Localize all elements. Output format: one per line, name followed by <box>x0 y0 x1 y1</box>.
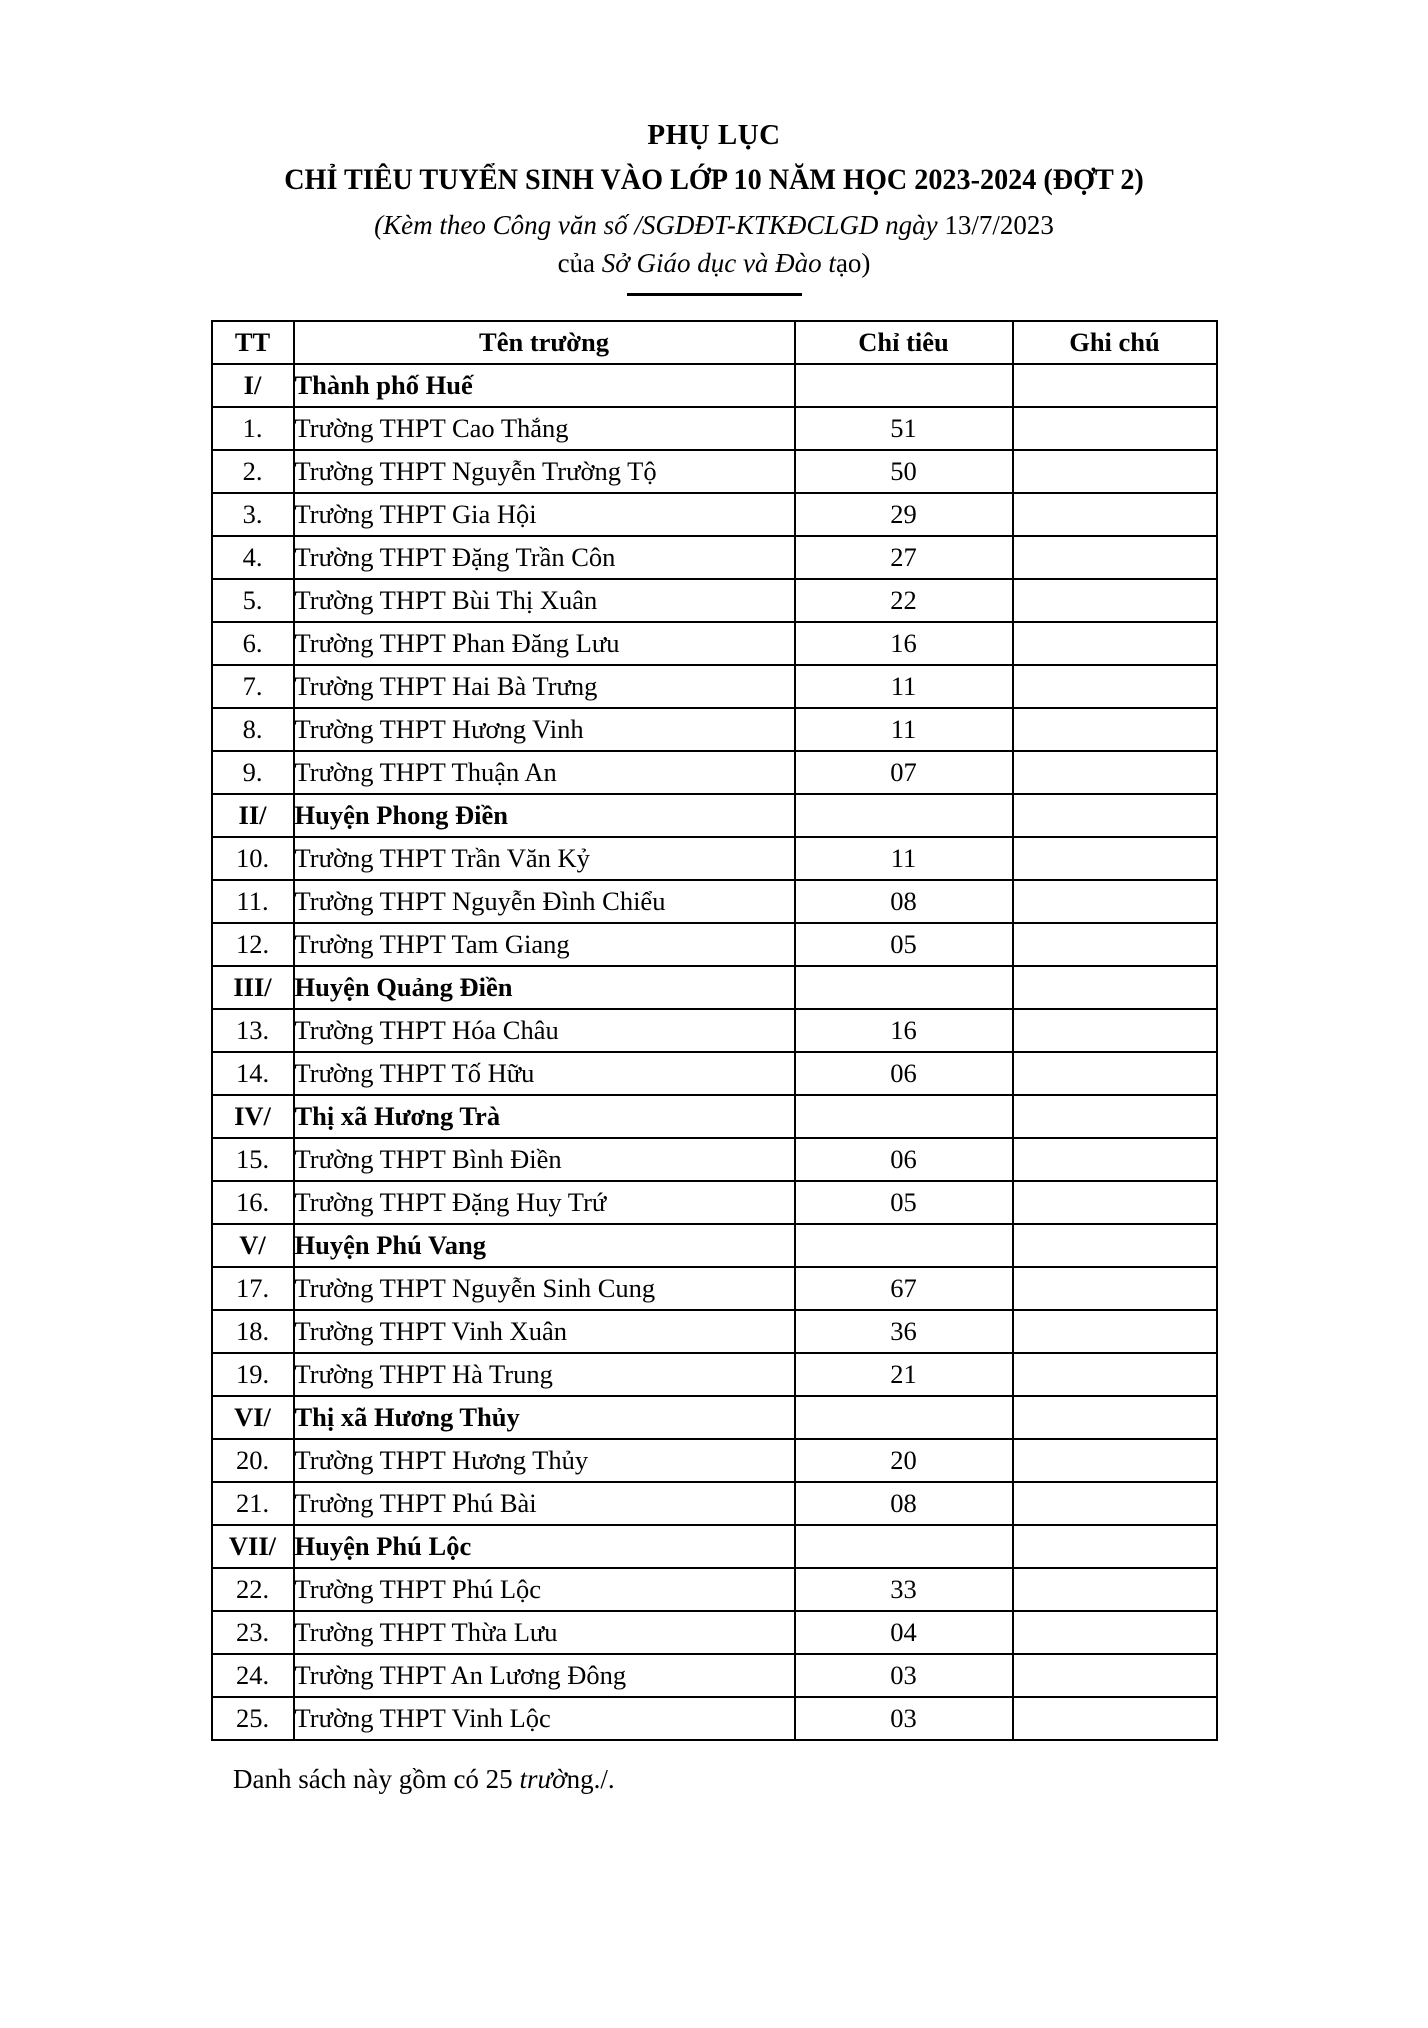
table-header-row <box>212 321 1217 364</box>
cell-note <box>1013 450 1217 493</box>
cell-quota: 51 <box>795 407 1013 450</box>
cell-quota <box>795 364 1013 407</box>
cell-name: Trường THPT Hai Bà Trưng <box>294 665 795 708</box>
table-row <box>212 1439 1217 1482</box>
cell-quota: 33 <box>795 1568 1013 1611</box>
cell-note <box>1013 837 1217 880</box>
footer-text-suffix: ng./. <box>566 1764 615 1795</box>
cell-name: Trường THPT Nguyễn Sinh Cung <box>294 1267 795 1310</box>
cell-name: Trường THPT Hương Thủy <box>294 1439 795 1482</box>
cell-quota: 50 <box>795 450 1013 493</box>
cell-note <box>1013 1310 1217 1353</box>
cell-note <box>1013 1439 1217 1482</box>
cell-tt: 21. <box>212 1482 294 1525</box>
table-row <box>212 579 1217 622</box>
column-header-tt: TT <box>212 321 294 364</box>
cell-quota: 03 <box>795 1697 1013 1740</box>
table-row <box>212 1482 1217 1525</box>
table-row <box>212 837 1217 880</box>
cell-note <box>1013 708 1217 751</box>
cell-name: Trường THPT Đặng Huy Trứ <box>294 1181 795 1224</box>
cell-note <box>1013 1267 1217 1310</box>
table-body <box>212 364 1217 1740</box>
cell-quota: 29 <box>795 493 1013 536</box>
cell-tt: 4. <box>212 536 294 579</box>
cell-note <box>1013 880 1217 923</box>
cell-tt: 13. <box>212 1009 294 1052</box>
cell-tt: 10. <box>212 837 294 880</box>
reference-date: 13/7/2023 <box>944 210 1054 241</box>
table-section-row <box>212 1224 1217 1267</box>
issuing-authority-line <box>0 246 1428 296</box>
cell-name: Trường THPT Vinh Lộc <box>294 1697 795 1740</box>
cell-note <box>1013 579 1217 622</box>
cell-note <box>1013 536 1217 579</box>
cell-name: Trường THPT Bình Điền <box>294 1138 795 1181</box>
cell-name: Thị xã Hương Thủy <box>294 1396 795 1439</box>
cell-quota: 07 <box>795 751 1013 794</box>
table-row <box>212 1353 1217 1396</box>
cell-name: Trường THPT Phú Lộc <box>294 1568 795 1611</box>
cell-name: Huyện Phú Lộc <box>294 1525 795 1568</box>
document-kicker: PHỤ LỤC <box>647 119 781 151</box>
cell-quota: 67 <box>795 1267 1013 1310</box>
table-row <box>212 536 1217 579</box>
cell-name: Trường THPT Hóa Châu <box>294 1009 795 1052</box>
cell-name: Trường THPT Phú Bài <box>294 1482 795 1525</box>
footer-text-italic: trườ <box>519 1764 567 1795</box>
cell-name: Trường THPT Phan Đăng Lưu <box>294 622 795 665</box>
column-header-note: Ghi chú <box>1013 321 1217 364</box>
cell-name: Trường THPT Nguyễn Trường Tộ <box>294 450 795 493</box>
table-row <box>212 1310 1217 1353</box>
cell-note <box>1013 665 1217 708</box>
cell-note <box>1013 1052 1217 1095</box>
cell-note <box>1013 1568 1217 1611</box>
enrollment-quota-table <box>211 320 1218 1741</box>
cell-name: Huyện Phong Điền <box>294 794 795 837</box>
cell-tt: II/ <box>212 794 294 837</box>
cell-note <box>1013 751 1217 794</box>
table-row <box>212 1611 1217 1654</box>
table-section-row <box>212 1095 1217 1138</box>
table-section-row <box>212 364 1217 407</box>
cell-note <box>1013 1697 1217 1740</box>
cell-tt: 1. <box>212 407 294 450</box>
issuing-authority-text <box>558 246 871 284</box>
cell-tt: 18. <box>212 1310 294 1353</box>
cell-quota <box>795 1095 1013 1138</box>
table-row <box>212 923 1217 966</box>
cell-note <box>1013 1009 1217 1052</box>
table-row <box>212 407 1217 450</box>
cell-tt: 5. <box>212 579 294 622</box>
cell-tt: 14. <box>212 1052 294 1095</box>
page-title: CHỈ TIÊU TUYỂN SINH VÀO LỚP 10 NĂM HỌC 2023-2024 (ĐỢT 2) <box>284 164 1144 197</box>
table-row <box>212 1267 1217 1310</box>
cell-quota <box>795 1224 1013 1267</box>
cell-name: Trường THPT Tố Hữu <box>294 1052 795 1095</box>
header-divider-rule <box>627 293 802 296</box>
cell-quota: 27 <box>795 536 1013 579</box>
cell-name: Trường THPT Hương Vinh <box>294 708 795 751</box>
cell-name: Trường THPT An Lương Đông <box>294 1654 795 1697</box>
cell-note <box>1013 1654 1217 1697</box>
cell-tt: 23. <box>212 1611 294 1654</box>
column-header-name: Tên trường <box>294 321 795 364</box>
cell-name: Thành phố Huế <box>294 364 795 407</box>
cell-quota: 11 <box>795 665 1013 708</box>
cell-tt: IV/ <box>212 1095 294 1138</box>
issuing-authority-prefix: của <box>557 248 602 279</box>
cell-quota: 08 <box>795 880 1013 923</box>
cell-tt: 25. <box>212 1697 294 1740</box>
cell-tt: 24. <box>212 1654 294 1697</box>
cell-note <box>1013 407 1217 450</box>
cell-tt: 22. <box>212 1568 294 1611</box>
cell-note <box>1013 1353 1217 1396</box>
cell-name: Trường THPT Cao Thắng <box>294 407 795 450</box>
table-row <box>212 1654 1217 1697</box>
cell-note <box>1013 1224 1217 1267</box>
document-header <box>0 0 1428 296</box>
table-row <box>212 708 1217 751</box>
cell-tt: 8. <box>212 708 294 751</box>
cell-name: Trường THPT Trần Văn Kỷ <box>294 837 795 880</box>
cell-note <box>1013 364 1217 407</box>
cell-tt: 15. <box>212 1138 294 1181</box>
table-row <box>212 1009 1217 1052</box>
cell-quota: 11 <box>795 837 1013 880</box>
table-row <box>212 450 1217 493</box>
cell-note <box>1013 1482 1217 1525</box>
cell-quota <box>795 1525 1013 1568</box>
reference-italic-text: (Kèm theo Công văn số /SGDĐT-KTKĐCLGD ngày <box>374 210 938 241</box>
cell-name: Trường THPT Hà Trung <box>294 1353 795 1396</box>
table-row <box>212 751 1217 794</box>
cell-quota: 22 <box>795 579 1013 622</box>
cell-name: Trường THPT Bùi Thị Xuân <box>294 579 795 622</box>
cell-quota: 06 <box>795 1138 1013 1181</box>
cell-name: Trường THPT Thuận An <box>294 751 795 794</box>
cell-tt: 20. <box>212 1439 294 1482</box>
cell-tt: 6. <box>212 622 294 665</box>
cell-quota <box>795 966 1013 1009</box>
cell-tt: 12. <box>212 923 294 966</box>
table-row <box>212 880 1217 923</box>
table-row <box>212 1697 1217 1740</box>
cell-name: Trường THPT Gia Hội <box>294 493 795 536</box>
table-section-row <box>212 794 1217 837</box>
cell-note <box>1013 1611 1217 1654</box>
cell-quota: 05 <box>795 1181 1013 1224</box>
cell-quota: 04 <box>795 1611 1013 1654</box>
cell-quota: 08 <box>795 1482 1013 1525</box>
cell-quota: 21 <box>795 1353 1013 1396</box>
cell-quota <box>795 794 1013 837</box>
table-row <box>212 1568 1217 1611</box>
cell-note <box>1013 1181 1217 1224</box>
cell-tt: VI/ <box>212 1396 294 1439</box>
cell-quota: 36 <box>795 1310 1013 1353</box>
cell-tt: 17. <box>212 1267 294 1310</box>
table-header <box>212 321 1217 364</box>
document-footer-note <box>0 1762 1428 1797</box>
cell-name: Trường THPT Vinh Xuân <box>294 1310 795 1353</box>
cell-quota: 03 <box>795 1654 1013 1697</box>
cell-name: Trường THPT Nguyễn Đình Chiểu <box>294 880 795 923</box>
cell-quota <box>795 1396 1013 1439</box>
table-row <box>212 493 1217 536</box>
cell-quota: 11 <box>795 708 1013 751</box>
cell-name: Huyện Phú Vang <box>294 1224 795 1267</box>
cell-quota: 06 <box>795 1052 1013 1095</box>
cell-note <box>1013 1525 1217 1568</box>
cell-tt: 7. <box>212 665 294 708</box>
cell-tt: V/ <box>212 1224 294 1267</box>
footer-text-prefix: Danh sách này gồm có 25 <box>233 1764 520 1795</box>
cell-name: Trường THPT Thừa Lưu <box>294 1611 795 1654</box>
cell-note <box>1013 923 1217 966</box>
cell-name: Thị xã Hương Trà <box>294 1095 795 1138</box>
table-section-row <box>212 966 1217 1009</box>
cell-note <box>1013 966 1217 1009</box>
cell-name: Trường THPT Tam Giang <box>294 923 795 966</box>
table-section-row <box>212 1396 1217 1439</box>
cell-quota: 16 <box>795 1009 1013 1052</box>
table-row <box>212 622 1217 665</box>
document-reference-line <box>0 208 1428 243</box>
cell-name: Trường THPT Đặng Trần Côn <box>294 536 795 579</box>
cell-note <box>1013 1138 1217 1181</box>
cell-tt: I/ <box>212 364 294 407</box>
cell-tt: 2. <box>212 450 294 493</box>
cell-tt: 9. <box>212 751 294 794</box>
cell-tt: 16. <box>212 1181 294 1224</box>
cell-quota: 16 <box>795 622 1013 665</box>
table-row <box>212 665 1217 708</box>
cell-name: Huyện Quảng Điền <box>294 966 795 1009</box>
cell-tt: 3. <box>212 493 294 536</box>
cell-note <box>1013 622 1217 665</box>
table-row <box>212 1138 1217 1181</box>
cell-tt: III/ <box>212 966 294 1009</box>
cell-quota: 20 <box>795 1439 1013 1482</box>
cell-note <box>1013 493 1217 536</box>
table-section-row <box>212 1525 1217 1568</box>
issuing-authority-suffix: ạo) <box>835 248 871 279</box>
enrollment-table-container <box>0 320 1428 1741</box>
cell-tt: 19. <box>212 1353 294 1396</box>
table-row <box>212 1052 1217 1095</box>
column-header-quota: Chỉ tiêu <box>795 321 1013 364</box>
table-row <box>212 1181 1217 1224</box>
cell-note <box>1013 1095 1217 1138</box>
cell-tt: 11. <box>212 880 294 923</box>
cell-quota: 05 <box>795 923 1013 966</box>
issuing-authority-name: Sở Giáo dục và Đào t <box>601 248 836 279</box>
cell-tt: VII/ <box>212 1525 294 1568</box>
cell-note <box>1013 1396 1217 1439</box>
cell-note <box>1013 794 1217 837</box>
